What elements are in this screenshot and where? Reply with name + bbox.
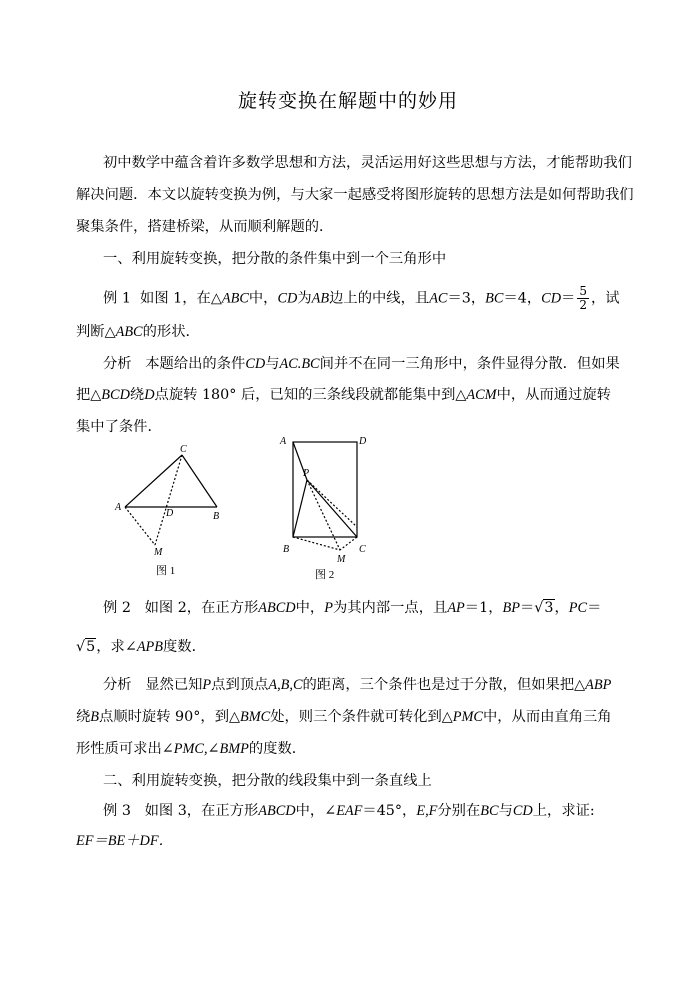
- example-3-label: 例 3: [103, 803, 131, 819]
- label-b: B: [213, 511, 220, 522]
- segment-bc: [182, 455, 217, 507]
- figure-1-caption: 图 1: [156, 565, 176, 577]
- example-1-line-2: [76, 322, 200, 342]
- label-a: A: [115, 502, 122, 513]
- math-abcd: ABCD: [258, 803, 296, 819]
- text: 点到顶点: [211, 677, 269, 693]
- analysis-1-line-2: [76, 385, 611, 405]
- intro-line-1: 初中数学中蕴含着许多数学思想和方法，灵活运用好这些思想与方法，才能帮助我们: [103, 155, 632, 171]
- math-abc: ABC: [221, 290, 249, 307]
- text: ，求∠: [96, 639, 137, 655]
- math-p: P: [324, 600, 333, 616]
- math-cd: CD: [512, 803, 533, 819]
- text: 形性质可求出∠: [76, 741, 174, 757]
- text: 点顺时旋转 90°，到△: [99, 709, 240, 725]
- text: 如图 2，在正方形: [144, 600, 259, 616]
- text: ，: [554, 600, 569, 616]
- text: 本题给出的条件: [145, 356, 246, 372]
- text: 为其内部一点，且: [332, 600, 448, 616]
- math-pc: PC: [568, 600, 588, 616]
- text: 边上的中线，且: [329, 290, 430, 307]
- text: 为: [297, 290, 312, 307]
- text: ＝: [519, 600, 535, 616]
- text: 中，: [295, 600, 325, 616]
- text: 间并不在同一三角形中，条件显得分散．但如果: [319, 356, 620, 372]
- segment-cm: [155, 455, 182, 545]
- analysis-2-line-2: [76, 707, 612, 727]
- segment-bc-diag: [307, 480, 340, 550]
- segment-am: [125, 507, 155, 545]
- text: 绕: [129, 387, 145, 403]
- math-abc: ABC: [115, 324, 143, 340]
- example-2-label: 例 2: [103, 600, 131, 616]
- segment-bm: [293, 537, 340, 550]
- intro-line-3: 聚集条件，搭建桥梁，从而顺利解题的．: [76, 219, 334, 235]
- text: 上，求证:: [532, 803, 595, 819]
- analysis-1-line-1: [103, 354, 620, 374]
- text: 的距离，三个条件也是过于分散，但如果把△: [302, 677, 586, 693]
- text: 中，∠: [295, 803, 337, 819]
- text: ＝1，: [464, 600, 503, 616]
- math-cd: CD: [541, 290, 562, 307]
- text: 的度数．: [248, 741, 307, 757]
- radicand: 5: [86, 639, 96, 655]
- math-ef: E,F: [416, 803, 438, 819]
- text: 中，从而通过旋转: [496, 387, 611, 403]
- example-2-line-1: [103, 598, 601, 618]
- section-2-heading: 二、利用旋转变换，把分散的线段集中到一条直线上: [103, 773, 432, 789]
- label-b: B: [283, 544, 290, 555]
- segment-ac: [125, 455, 182, 507]
- math-p: P: [202, 677, 212, 693]
- math-abc: A,B,C: [268, 677, 303, 693]
- text: ＝3，: [447, 290, 486, 307]
- math-angles: PMC,∠BMP: [173, 741, 249, 757]
- figure-2-caption: 图 2: [315, 569, 335, 581]
- text: 判断△: [76, 324, 116, 340]
- sqrt-3: √3: [534, 600, 554, 616]
- math-eaf: EAF: [336, 803, 363, 819]
- math-bp: BP: [502, 600, 520, 616]
- label-m: M: [154, 547, 163, 558]
- analysis-1-line-3: 集中了条件．: [76, 419, 162, 435]
- text: 与: [498, 803, 513, 819]
- text: 绕: [76, 709, 91, 725]
- text: 如图 1，在△: [140, 290, 222, 307]
- math-acm: ACM: [466, 387, 497, 403]
- text: 的形状．: [142, 324, 200, 340]
- analysis-2-line-1: [103, 675, 611, 695]
- analysis-2-label: 分析: [103, 677, 132, 693]
- figure-2: [275, 432, 385, 582]
- text: ＝45°，: [362, 803, 417, 819]
- label-c: C: [180, 444, 187, 455]
- label-m: M: [337, 554, 346, 565]
- text: 显然已知: [145, 677, 203, 693]
- text: ，试: [590, 290, 620, 307]
- text: 分别在: [437, 803, 481, 819]
- segment-bp: [293, 480, 307, 537]
- text: ＝: [561, 290, 576, 307]
- fraction-numerator: 5: [579, 284, 587, 298]
- radicand: 3: [544, 600, 554, 616]
- math-apb: APB: [136, 639, 164, 655]
- math-pmc: PMC: [452, 709, 483, 725]
- math-bcd: BCD: [101, 387, 130, 403]
- text: ＝: [587, 600, 602, 616]
- page-title: 旋转变换在解题中的妙用: [237, 90, 458, 112]
- math-d: D: [144, 387, 155, 403]
- math-ac-bc: AC.BC: [279, 356, 320, 372]
- analysis-1-label: 分析: [103, 356, 132, 372]
- math-bmc: BMC: [240, 709, 271, 725]
- segment-pc: [307, 480, 357, 537]
- segment-pm: [307, 480, 357, 527]
- label-a: A: [280, 436, 287, 447]
- text: 与: [265, 356, 280, 372]
- math-bc: BC: [485, 290, 504, 307]
- label-c: C: [359, 544, 366, 555]
- math-abp: ABP: [585, 677, 612, 693]
- example-1-line-1: [103, 285, 620, 312]
- text: ＝4，: [503, 290, 542, 307]
- text: 处，则三个条件就可转化到△: [270, 709, 453, 725]
- text: 点旋转 180° 后，已知的三条线段就都能集中到△: [154, 387, 467, 403]
- example-3-line-2: EF＝BE＋DF．: [76, 833, 173, 849]
- sqrt-5: √5: [76, 639, 96, 655]
- fraction: [577, 285, 589, 312]
- text: 中，从而由直角三角: [482, 709, 612, 725]
- analysis-2-line-3: [76, 739, 306, 759]
- segment-cm: [340, 537, 357, 550]
- text: 度数．: [163, 639, 206, 655]
- text: 中，: [248, 290, 278, 307]
- section-1-heading: 一、利用旋转变换，把分散的条件集中到一个三角形中: [103, 251, 447, 267]
- math-cd: CD: [245, 356, 266, 372]
- fraction-denominator: 2: [579, 298, 587, 312]
- label-p: P: [303, 468, 310, 479]
- text: 把△: [76, 387, 102, 403]
- math-bc: BC: [480, 803, 499, 819]
- example-2-line-2: [76, 637, 206, 657]
- figure-1: [110, 440, 240, 580]
- math-ab: AB: [311, 290, 330, 307]
- math-b: B: [90, 709, 100, 725]
- example-3-line-1: [103, 801, 595, 821]
- intro-line-2: 解决问题．本文以旋转变换为例，与大家一起感受将图形旋转的思想方法是如何帮助我们: [76, 187, 634, 203]
- math-ac: AC: [429, 290, 448, 307]
- label-d: D: [166, 508, 174, 519]
- text: 如图 3，在正方形: [144, 803, 259, 819]
- example-1-label: 例 1: [103, 290, 131, 307]
- math-cd: CD: [277, 290, 298, 307]
- label-d: D: [359, 436, 367, 447]
- math-abcd: ABCD: [258, 600, 296, 616]
- square-abcd: [293, 442, 357, 537]
- math-ap: AP: [447, 600, 465, 616]
